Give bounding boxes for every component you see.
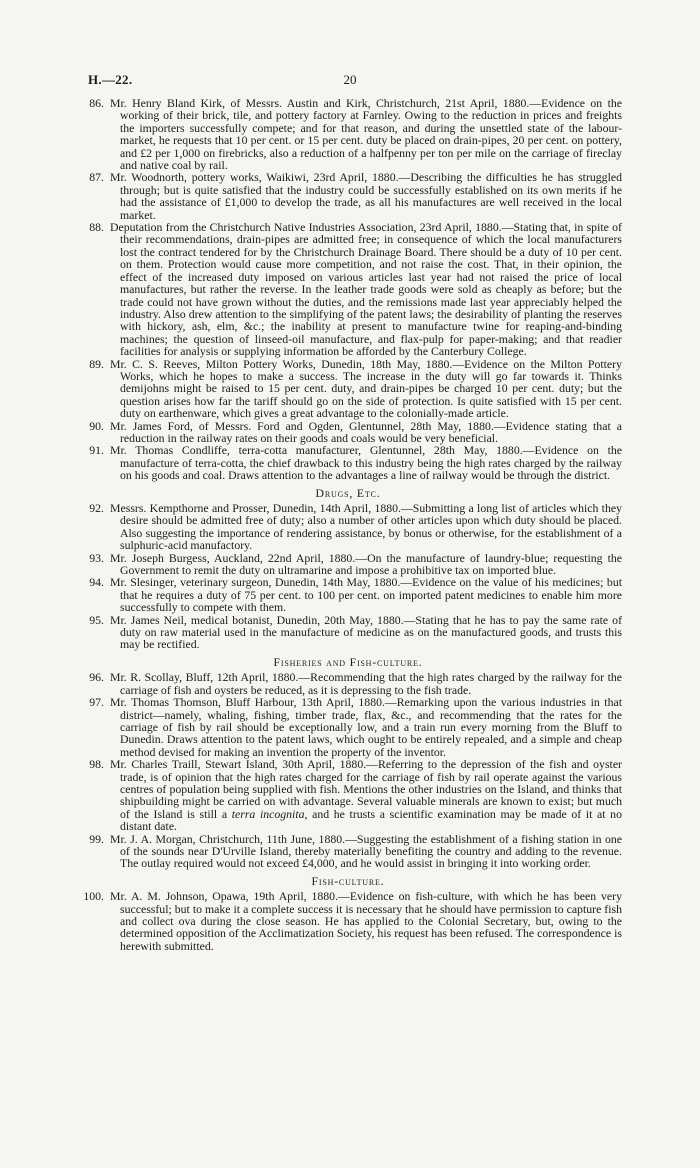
entry-text-italic: terra incognita	[231, 806, 305, 821]
entry	[74, 552, 622, 577]
entry	[74, 758, 622, 832]
entry	[74, 420, 622, 445]
entry-number: 99.	[89, 831, 104, 846]
entry-text: Messrs. Kempthorne and Prosser, Dunedin, 14th April, 1880.—Submitting a long list of articles which they desire should be admitted free of duty; also a number of other articles upon which duty should be placed. Also suggesting the importance of rendering assistance, by bonus or otherwise, for the establishment of a sulphuric-acid manufactory.	[110, 501, 622, 553]
page-header	[0, 74, 700, 90]
entry-number: 92.	[89, 501, 104, 515]
entry-number: 96.	[89, 670, 104, 685]
entry-number: 90.	[89, 418, 104, 433]
entry-number: 91.	[89, 443, 104, 458]
entry-text: Deputation from the Christchurch Native Industries Association, 23rd April, 1880.—Stating that, in spite of their recommendations, drain-pipes are admitted free; in consequence of which the local manufacturers lost the contract tendered for by the Christchurch Drainage Board. There should be a duty of 10 per cent. on them. Protection would cause more competition, and not raise the cost. That, in their opinion, the effect of the increased duty imposed on various articles last year had not raised the price of local manufactures, but rather the reverse. In the leather trade goods were sold as cheaply as before; but the trade could not have grown without the duties, and the remissions made last year appreciably helped the industry. Also drew attention to the simplifying of the patent laws; the desirability of planting the reserves with hickory, ash, elm, &c.; the inability at present to manufacture twine for reaping-and-binding machines; the question of linseed-oil manufacture, and flax-pulp for paper-making; and that readier facilities for analysis or supplying information be afforded by the Canterbury College.	[110, 220, 622, 359]
entry	[74, 97, 622, 171]
entry-text: Mr. Thomas Thomson, Bluff Harbour, 13th April, 1880.—Remarking upon the various industries in that district—namely, whaling, fishing, timber trade, flax, &c., and recommending that the rates for the carriage of fish by rail should be exceptionally low, and a train run every morning from the Bluff to Dunedin. Draws attention to the patent laws, which ought to be entirely repealed, and a simple and cheap method devised for making an invention the property of the inventor.	[110, 695, 622, 759]
entry-text: Mr. Joseph Burgess, Auckland, 22nd April, 1880.—On the manufacture of laundry-blue; requesting the Government to remit the duty on ultramarine and impose a prohibitive tax on imported blue.	[110, 550, 622, 578]
entry-text: Mr. Slesinger, veterinary surgeon, Dunedin, 14th May, 1880.—Evidence on the value of his medicines; but that he requires a duty of 75 per cent. to 100 per cent. on imported patent medicines to enable him more successfully to compete with them.	[110, 575, 622, 615]
entry-number: 94.	[89, 575, 104, 590]
entry-number: 88.	[89, 220, 104, 235]
entry	[74, 358, 622, 420]
entry	[74, 696, 622, 758]
entry	[74, 444, 622, 481]
entry-text-part: , and he trusts a scientific examination may be made of it at no distant date.	[120, 806, 622, 834]
entry-text: Mr. Thomas Condliffe, terra-cotta manufacturer, Glentunnel, 28th May, 1880.—Evidence on the manufacture of terra-cotta, the chief drawback to this industry being the high rates charged by the railway on his goods and coal. Draws attention to the advantages a line of railway would be through the district.	[110, 443, 622, 483]
entry-text: Mr. Henry Bland Kirk, of Messrs. Austin and Kirk, Christchurch, 21st April, 1880.—Evidence on the working of their brick, tile, and pottery factory at Farnley. Owing to the reduction in prices and freights the importers successfully compete; and for that reason, and during the unsettled state of the labour-market, he requests that 10 per cent. or 15 per cent. duty be placed on drain-pipes, 20 per cent. on pottery, and £2 per 1,000 on firebricks, also a reduction of a halfpenny per ton per mile on the carriage of fireclay and native coal by rail.	[110, 96, 622, 173]
entry-text: Mr. James Neil, medical botanist, Dunedin, 20th May, 1880.—Stating that he has to pay the same rate of duty on raw material used in the manufacture of medicine as on the manufactured goods, and trusts this may be rectified.	[110, 612, 622, 652]
entry-number: 95.	[89, 612, 104, 627]
entry-text: Mr. J. A. Morgan, Christchurch, 11th June, 1880.—Suggesting the establishment of a fishing station in one of the sounds near D'Urville Island, thereby materially benefiting the country and adding to the revenue. The outlay required would not exceed £4,000, and he would assist in bringing it into working order.	[110, 831, 622, 871]
entry-number: 97.	[89, 695, 104, 710]
entry-number: 89.	[89, 356, 104, 371]
entry-text: Mr. Woodnorth, pottery works, Waikiwi, 23rd April, 1880.—Describing the difficulties he has struggled through; but is quite satisfied that the industry could be successfully established on its own merits if he had the assistance of £1,000 to develop the trade, as all his manufactures are well received in the local market.	[110, 170, 622, 222]
document-reference: H.—22.	[88, 72, 133, 87]
entry	[74, 890, 622, 952]
entry	[74, 502, 622, 552]
entry	[74, 833, 622, 870]
entry	[74, 171, 622, 221]
document-body	[74, 97, 622, 952]
entry-number: 93.	[89, 550, 104, 565]
entry-number: 98.	[89, 757, 104, 772]
entry-text-part: Mr. Charles Traill, Stewart Island, 30th April, 1880.—Referring to the depression of the fish and oyster trade, is of opinion that the high rates charged for the carriage of fish by rail operate against the various centres of population being supplied with fish. Mentions the other industries on the Island, and thinks that shipbuilding might be carried on with advantage. Several valuable minerals are known to exist; but much of the Island is still a	[110, 757, 622, 821]
entry-text: Mr. James Ford, of Messrs. Ford and Ogden, Glentunnel, 28th May, 1880.—Evidence stating that a reduction in the railway rates on their goods and coals would be very beneficial.	[110, 418, 622, 445]
entry	[74, 614, 622, 651]
entry-number: 87.	[89, 170, 104, 185]
entry	[74, 576, 622, 613]
page-number: 20	[343, 72, 357, 87]
section-heading-fisheries: Fisheries and Fish-culture.	[273, 654, 423, 669]
entry-number: 86.	[89, 96, 104, 110]
section-heading-drugs: Drugs, Etc.	[315, 485, 381, 500]
entry-text	[110, 757, 622, 833]
entry	[74, 671, 622, 696]
entry	[74, 221, 622, 357]
entry-text: Mr. C. S. Reeves, Milton Pottery Works, Dunedin, 18th May, 1880.—Evidence on the Milton Pottery Works, which he hopes to make a success. The increase in the duty will go far towards it. Thinks demijohns might be raised to 15 per cent. duty, and drain-pipes be charged 10 per cent. duty; but the question arises how far the tariff should go on the side of protection. Is quite satisfied with 15 per cent. duty on earthenware, which gives a great advantage to the colonially-made article.	[110, 356, 622, 421]
section-heading-fish-culture: Fish-culture.	[311, 873, 385, 888]
entry-text: Mr. A. M. Johnson, Opawa, 19th April, 1880.—Evidence on fish-culture, with which he has been very successful; but to make it a complete success it is necessary that he should have permission to capture fish and collect ova during the close season. He has applied to the Colonial Secretary, but, owing to the determined opposition of the Acclimatization Society, his request has been refused. The correspondence is herewith submitted.	[110, 889, 622, 953]
entry-number: 100.	[83, 889, 104, 904]
entry-text: Mr. R. Scollay, Bluff, 12th April, 1880.—Recommending that the high rates charged by the railway for the carriage of fish and oysters be reduced, as it is depressing to the fish trade.	[110, 670, 622, 697]
